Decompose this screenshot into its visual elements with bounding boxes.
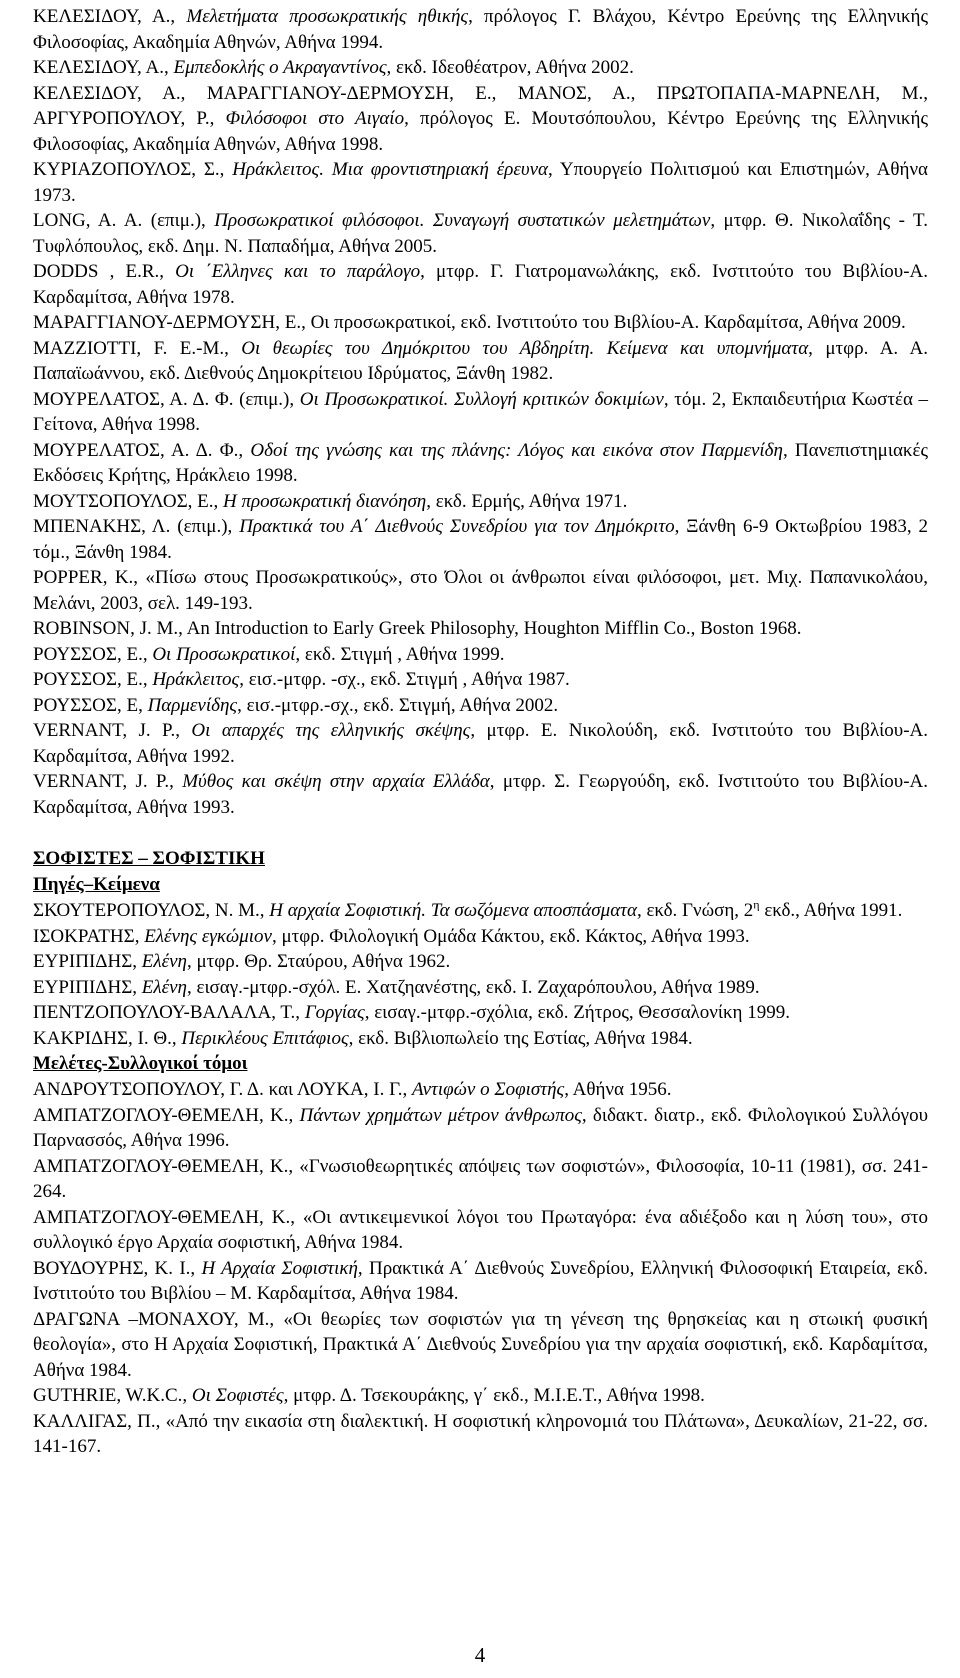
sources-heading: Πηγές–Κείμενα <box>33 874 160 895</box>
entry-details: «Πίσω στους Προσωκρατικούς», στο Όλοι οι άνθρωποι είναι φιλόσοφοι, μετ. Μιχ. Παπανικολάου, Μελάνι, 2003, σελ. 149-193. <box>33 567 929 614</box>
entry-details: , μτφρ. Σ. Γεωργούδη, εκδ. Ινστιτούτο του Βιβλίου-Α. Καρδαμίτσα, Αθήνα 1993. <box>33 771 928 818</box>
entry-details: , μτφρ. Φιλολογική Ομάδα Κάκτου, εκδ. Κάκτος, Αθήνα 1993. <box>271 925 750 947</box>
entry-details: «Οι αντικειμενικοί λόγοι του Πρωταγόρα: ένα αδιέξοδο και η λύση του», στο συλλογικό έργο Αρχαία σοφιστική, Αθήνα 1984. <box>33 1206 928 1253</box>
bibliography-entry <box>33 1205 928 1256</box>
entry-details: , μτφρ. Θρ. Σταύρου, Αθήνα 1962. <box>186 951 451 972</box>
entry-author: ΕΥΡΙΠΙΔΗΣ, <box>33 951 142 972</box>
entry-title: Ελένη <box>141 976 187 998</box>
entry-title: Η προσωκρατική διανόηση <box>223 490 427 512</box>
entry-title: Αντιφών ο Σοφιστής <box>412 1079 565 1100</box>
entry-author: ΔΡΑΓΩΝΑ –ΜΟΝΑΧΟΥ, Μ., <box>33 1308 284 1330</box>
entry-title: Γοργίας <box>304 1002 365 1023</box>
bibliography-entry <box>33 693 928 719</box>
entry-author: ΑΜΠΑΤΖΟΓΛΟΥ-ΘΕΜΕΛΗ, Κ., <box>33 1206 303 1228</box>
entry-details: , Υπουργείο Πολιτισμού και Επιστημών, Αθήνα 1973. <box>33 159 928 206</box>
entry-title: Μελετήματα προσωκρατικής ηθικής <box>186 6 469 27</box>
entry-title: Πρακτικά του Α΄ Διεθνούς Συνεδρίου για τον Δημόκριτο <box>239 516 675 537</box>
entry-details: , μτφρ. Γ. Γιατρομανωλάκης, εκδ. Ινστιτούτο του Βιβλίου-Α. Καρδαμίτσα, Αθήνα 1978. <box>33 261 929 308</box>
entry-details: , εκδ. Ιδεοθέατρον, Αθήνα 2002. <box>386 57 634 78</box>
bibliography-entry <box>33 1026 928 1052</box>
entry-details: , μτφρ. Α. Α. Παπαϊωάννου, εκδ. Διεθνούς Δημοκρίτειου Ιδρύματος, Ξάνθη 1982. <box>33 337 928 384</box>
entry-title: Οι Σοφιστές <box>191 1385 284 1406</box>
entry-author: ΜΑΡΑΓΓΙΑΝΟΥ-ΔΕΡΜΟΥΣΗ, Ε., <box>33 312 311 333</box>
bibliography-entry <box>33 438 928 489</box>
entry-author: ΙΣΟΚΡΑΤΗΣ, <box>33 925 145 947</box>
entry-details: Οι προσωκρατικοί, εκδ. Ινστιτούτο του Βιβλίου-Α. Καρδαμίτσα, Αθήνα 2009. <box>310 312 906 333</box>
entry-author: DODDS , E.R., <box>33 261 176 282</box>
entry-author: VERNANT, J. P., <box>33 720 192 741</box>
entry-details: , εκδ. Ερμής, Αθήνα 1971. <box>426 490 628 512</box>
entry-title: Οι απαρχές της ελληνικής σκέψης <box>191 720 471 741</box>
bibliography-entry <box>33 718 928 769</box>
entry-details: , Πρακτικά Α΄ Διεθνούς Συνεδρίου, Ελληνική Φιλοσοφική Εταιρεία, εκδ. Ινστιτούτο του Βιβλίου – Μ. Καρδαμίτσα, Αθήνα 1984. <box>33 1257 928 1304</box>
bibliography-page <box>33 4 928 1460</box>
entry-author: ΜΠΕΝΑΚΗΣ, Λ. (επιμ.), <box>33 516 240 537</box>
entry-author: ΠΕΝΤΖΟΠΟΥΛΟΥ-ΒΑΛΑΛΑ, Τ., <box>33 1002 305 1023</box>
bibliography-entry <box>33 1000 928 1026</box>
entry-author: ΡΟΥΣΣΟΣ, Ε, <box>33 694 148 716</box>
entry-title: Οι θεωρίες του Δημόκριτου του Αβδηρίτη. Κείμενα και υπομνήματα <box>241 337 809 359</box>
entry-title: Ελένης εγκώμιον <box>144 925 272 947</box>
bibliography-entry <box>33 667 928 693</box>
bibliography-entry <box>33 387 928 438</box>
bibliography-entry <box>33 565 928 616</box>
entry-details: , εισ.-μτφρ.-σχ., εκδ. Στιγμή, Αθήνα 2002. <box>237 694 559 716</box>
entry-details: , πρόλογος Ε. Μουτσόπουλου, Κέντρο Ερεύνης της Ελληνικής Φιλοσοφίας, Ακαδημία Αθηνών, Αθήνα 1998. <box>33 108 928 155</box>
entry-author: ΜΟΥΤΣΟΠΟΥΛΟΣ, Ε., <box>33 490 224 512</box>
bibliography-entry <box>33 514 928 565</box>
entry-title: Ελένη <box>141 951 187 972</box>
entry-title: Ηράκλειτος. Μια φροντιστηριακή έρευνα <box>232 159 549 180</box>
bibliography-entry <box>33 616 928 642</box>
studies-list <box>33 1077 928 1460</box>
bibliography-entry <box>33 259 928 310</box>
entry-details: «Οι θεωρίες των σοφιστών για τη γένεση της θρησκείας και η στωική φυσική θεολογία», στο Η Αρχαία Σοφιστική, Πρακτικά Α΄ Διεθνούς Συνεδρίου για την αρχαία σοφιστική, εκδ. Καρδαμίτσα, Αθήνα 1984. <box>33 1308 928 1381</box>
entry-author: ΚΑΛΛΙΓΑΣ, Π., <box>33 1410 166 1432</box>
entry-title: Περικλέους Επιτάφιος <box>181 1027 349 1049</box>
bibliography-entry <box>33 924 928 950</box>
entry-details: , διδακτ. διατρ., εκδ. Φιλολογικού Συλλόγου Παρνασσός, Αθήνα 1996. <box>33 1104 928 1151</box>
sources-list <box>33 924 928 1052</box>
entry-author: ΚΕΛΕΣΙΔΟΥ, Α., <box>33 57 174 78</box>
entry-details: , Ξάνθη 6-9 Οκτωβρίου 1983, 2 τόμ., Ξάνθη 1984. <box>33 516 928 563</box>
entry-author: ΒΟΥΔΟΥΡΗΣ, Κ. Ι., <box>33 1257 202 1279</box>
bibliography-entry <box>33 1154 928 1205</box>
entry-author: ΡΟΥΣΣΟΣ, Ε., <box>33 643 153 665</box>
entry-author: ΚΕΛΕΣΙΔΟΥ, Α., <box>33 6 187 27</box>
entry-details: «Από την εικασία στη διαλεκτική. Η σοφιστική κληρονομιά του Πλάτωνα», Δευκαλίων, 21-22, σσ. 141-167. <box>33 1410 929 1457</box>
bibliography-entry <box>33 157 928 208</box>
entry-title: Η Αρχαία Σοφιστική <box>201 1257 358 1279</box>
entry-details: , εκδ. Βιβλιοπωλείο της Εστίας, Αθήνα 1984. <box>348 1027 693 1049</box>
studies-heading: Μελέτες-Συλλογικοί τόμοι <box>33 1053 248 1074</box>
entry-author: ΑΜΠΑΤΖΟΓΛΟΥ-ΘΕΜΕΛΗ, Κ., <box>33 1155 300 1177</box>
bibliography-entry <box>33 898 928 924</box>
entry-author: POPPER, K., <box>33 567 146 588</box>
section-title: ΣΟΦΙΣΤΕΣ – ΣΟΦΙΣΤΙΚΗ <box>33 848 265 869</box>
entry-details-end: εκδ., Αθήνα 1991. <box>759 900 903 921</box>
bibliography-entry <box>33 208 928 259</box>
bibliography-entry <box>33 1103 928 1154</box>
entry-title: Φιλόσοφοι στο Αιγαίο <box>225 108 405 129</box>
bibliography-entry <box>33 1307 928 1384</box>
entry-author: VERNANT, J. P., <box>33 771 183 792</box>
entry-title: Οι Προσωκρατικοί. Συλλογή κριτικών δοκιμίων <box>299 388 664 410</box>
entry-author: ΜΟΥΡΕΛΑΤΟΣ, Α. Δ. Φ., <box>33 439 251 461</box>
entry-author: ΚΑΚΡΙΔΗΣ, Ι. Θ., <box>33 1027 182 1049</box>
entry-title: Ηράκλειτος <box>152 669 240 690</box>
entry-title: Παρμενίδης <box>147 694 238 716</box>
entry-author: GUTHRIE, W.K.C., <box>33 1385 192 1406</box>
entry-details: «Γνωσιοθεωρητικές απόψεις των σοφιστών», Φιλοσοφία, 10-11 (1981), σσ. 241-264. <box>33 1155 928 1202</box>
entry-author: ΡΟΥΣΣΟΣ, Ε., <box>33 669 153 690</box>
entry-author: MAZZIOTTI, F. E.-M., <box>33 337 242 359</box>
bibliography-entry <box>33 1383 928 1409</box>
bibliography-entry <box>33 4 928 55</box>
entry-author: ΜΟΥΡΕΛΑΤΟΣ, Α. Δ. Φ. (επιμ.), <box>33 388 300 410</box>
entry-details: , εκδ. Στιγμή , Αθήνα 1999. <box>295 643 505 665</box>
entry-details: An Introduction to Early Greek Philosophy, Houghton Mifflin Co., Boston 1968. <box>186 618 802 639</box>
entry-title: Οδοί της γνώσης και της πλάνης: Λόγος και εικόνα στον Παρμενίδη <box>250 439 783 461</box>
entry-details: , μτφρ. Ε. Νικολούδη, εκδ. Ινστιτούτο του Βιβλίου-Α. Καρδαμίτσα, Αθήνα 1992. <box>33 720 928 767</box>
entry-author: ΣΚΟΥΤΕΡΟΠΟΥΛΟΣ, Ν. Μ., <box>33 900 270 921</box>
bibliography-entry <box>33 336 928 387</box>
entry-title: Οι Προσωκρατικοί <box>152 643 296 665</box>
entry-title: Μύθος και σκέψη στην αρχαία Ελλάδα <box>182 771 490 792</box>
entry-author: ΑΝΔΡΟΥΤΣΟΠΟΥΛΟΥ, Γ. Δ. και ΛΟΥΚΑ, Ι. Γ., <box>33 1079 413 1100</box>
entry-details: , Πανεπιστημιακές Εκδόσεις Κρήτης, Ηράκλειο 1998. <box>33 439 929 486</box>
bibliography-entry <box>33 642 928 668</box>
bibliography-entry <box>33 975 928 1001</box>
bibliography-entry <box>33 1077 928 1103</box>
entry-title: Πάντων χρημάτων μέτρον άνθρωπος <box>299 1104 582 1126</box>
entry-details: , πρόλογος Γ. Βλάχου, Κέντρο Ερεύνης της Ελληνικής Φιλοσοφίας, Ακαδημία Αθηνών, Αθήνα 1994. <box>33 6 928 53</box>
entry-title: Προσωκρατικοί φιλόσοφοι. Συναγωγή συστατικών μελετημάτων <box>214 210 711 231</box>
entry-title: Οι ΄Ελληνες και το παράλογο <box>175 261 421 282</box>
entry-author: ΑΜΠΑΤΖΟΓΛΟΥ-ΘΕΜΕΛΗ, Κ., <box>33 1104 300 1126</box>
bibliography-entry <box>33 1256 928 1307</box>
entry-superscript: η <box>753 897 760 912</box>
bibliography-entry <box>33 949 928 975</box>
entry-title: Εμπεδοκλής ο Ακραγαντίνος <box>173 57 387 78</box>
entry-details: , εισαγ.-μτφρ.-σχόλια, εκδ. Ζήτρος, Θεσσαλονίκη 1999. <box>364 1002 790 1023</box>
entry-author: ROBINSON, J. M., <box>33 618 187 639</box>
bibliography-entry <box>33 81 928 158</box>
entry-author: ΚΕΛΕΣΙΔΟΥ, Α., ΜΑΡΑΓΓΙΑΝΟΥ-ΔΕΡΜΟΥΣΗ, Ε., ΜΑΝΟΣ, Α., ΠΡΩΤΟΠΑΠΑ-ΜΑΡΝΕΛΗ, Μ., ΑΡΓΥΡΟΠΟΥΛΟΥ, Ρ., <box>33 82 928 129</box>
bibliography-entry <box>33 769 928 820</box>
entry-author: LONG, A. A. (επιμ.), <box>33 210 215 231</box>
entry-details: , Αθήνα 1956. <box>564 1079 672 1100</box>
entry-details: , εισαγ.-μτφρ.-σχόλ. Ε. Χατζηανέστης, εκδ. Ι. Ζαχαρόπουλου, Αθήνα 1989. <box>186 976 760 998</box>
bibliography-entry <box>33 489 928 515</box>
entry-details: , μτφρ. Θ. Νικολαΐδης - Τ. Τυφλόπουλος, εκδ. Δημ. Ν. Παπαδήμα, Αθήνα 2005. <box>33 210 928 257</box>
entry-author: ΕΥΡΙΠΙΔΗΣ, <box>33 976 142 998</box>
bibliography-entry <box>33 310 928 336</box>
entry-details: , εισ.-μτφρ. -σχ., εκδ. Στιγμή , Αθήνα 1987. <box>239 669 570 690</box>
entry-details: , εκδ. Γνώση, 2 <box>636 900 754 921</box>
entry-details: , μτφρ. Δ. Τσεκουράκης, γ΄ εκδ., Μ.Ι.Ε.Τ., Αθήνα 1998. <box>283 1385 705 1406</box>
bibliography-entry <box>33 1409 928 1460</box>
entry-author: ΚΥΡΙΑΖΟΠΟΥΛΟΣ, Σ., <box>33 159 233 180</box>
entry-title: Η αρχαία Σοφιστική. Τα σωζόμενα αποσπάσματα <box>269 900 637 921</box>
entry-details: , τόμ. 2, Εκπαιδευτήρια Κωστέα – Γείτονα, Αθήνα 1998. <box>33 388 929 435</box>
entries-top <box>33 4 928 820</box>
page-number: 4 <box>474 1643 486 1667</box>
bibliography-entry <box>33 55 928 81</box>
